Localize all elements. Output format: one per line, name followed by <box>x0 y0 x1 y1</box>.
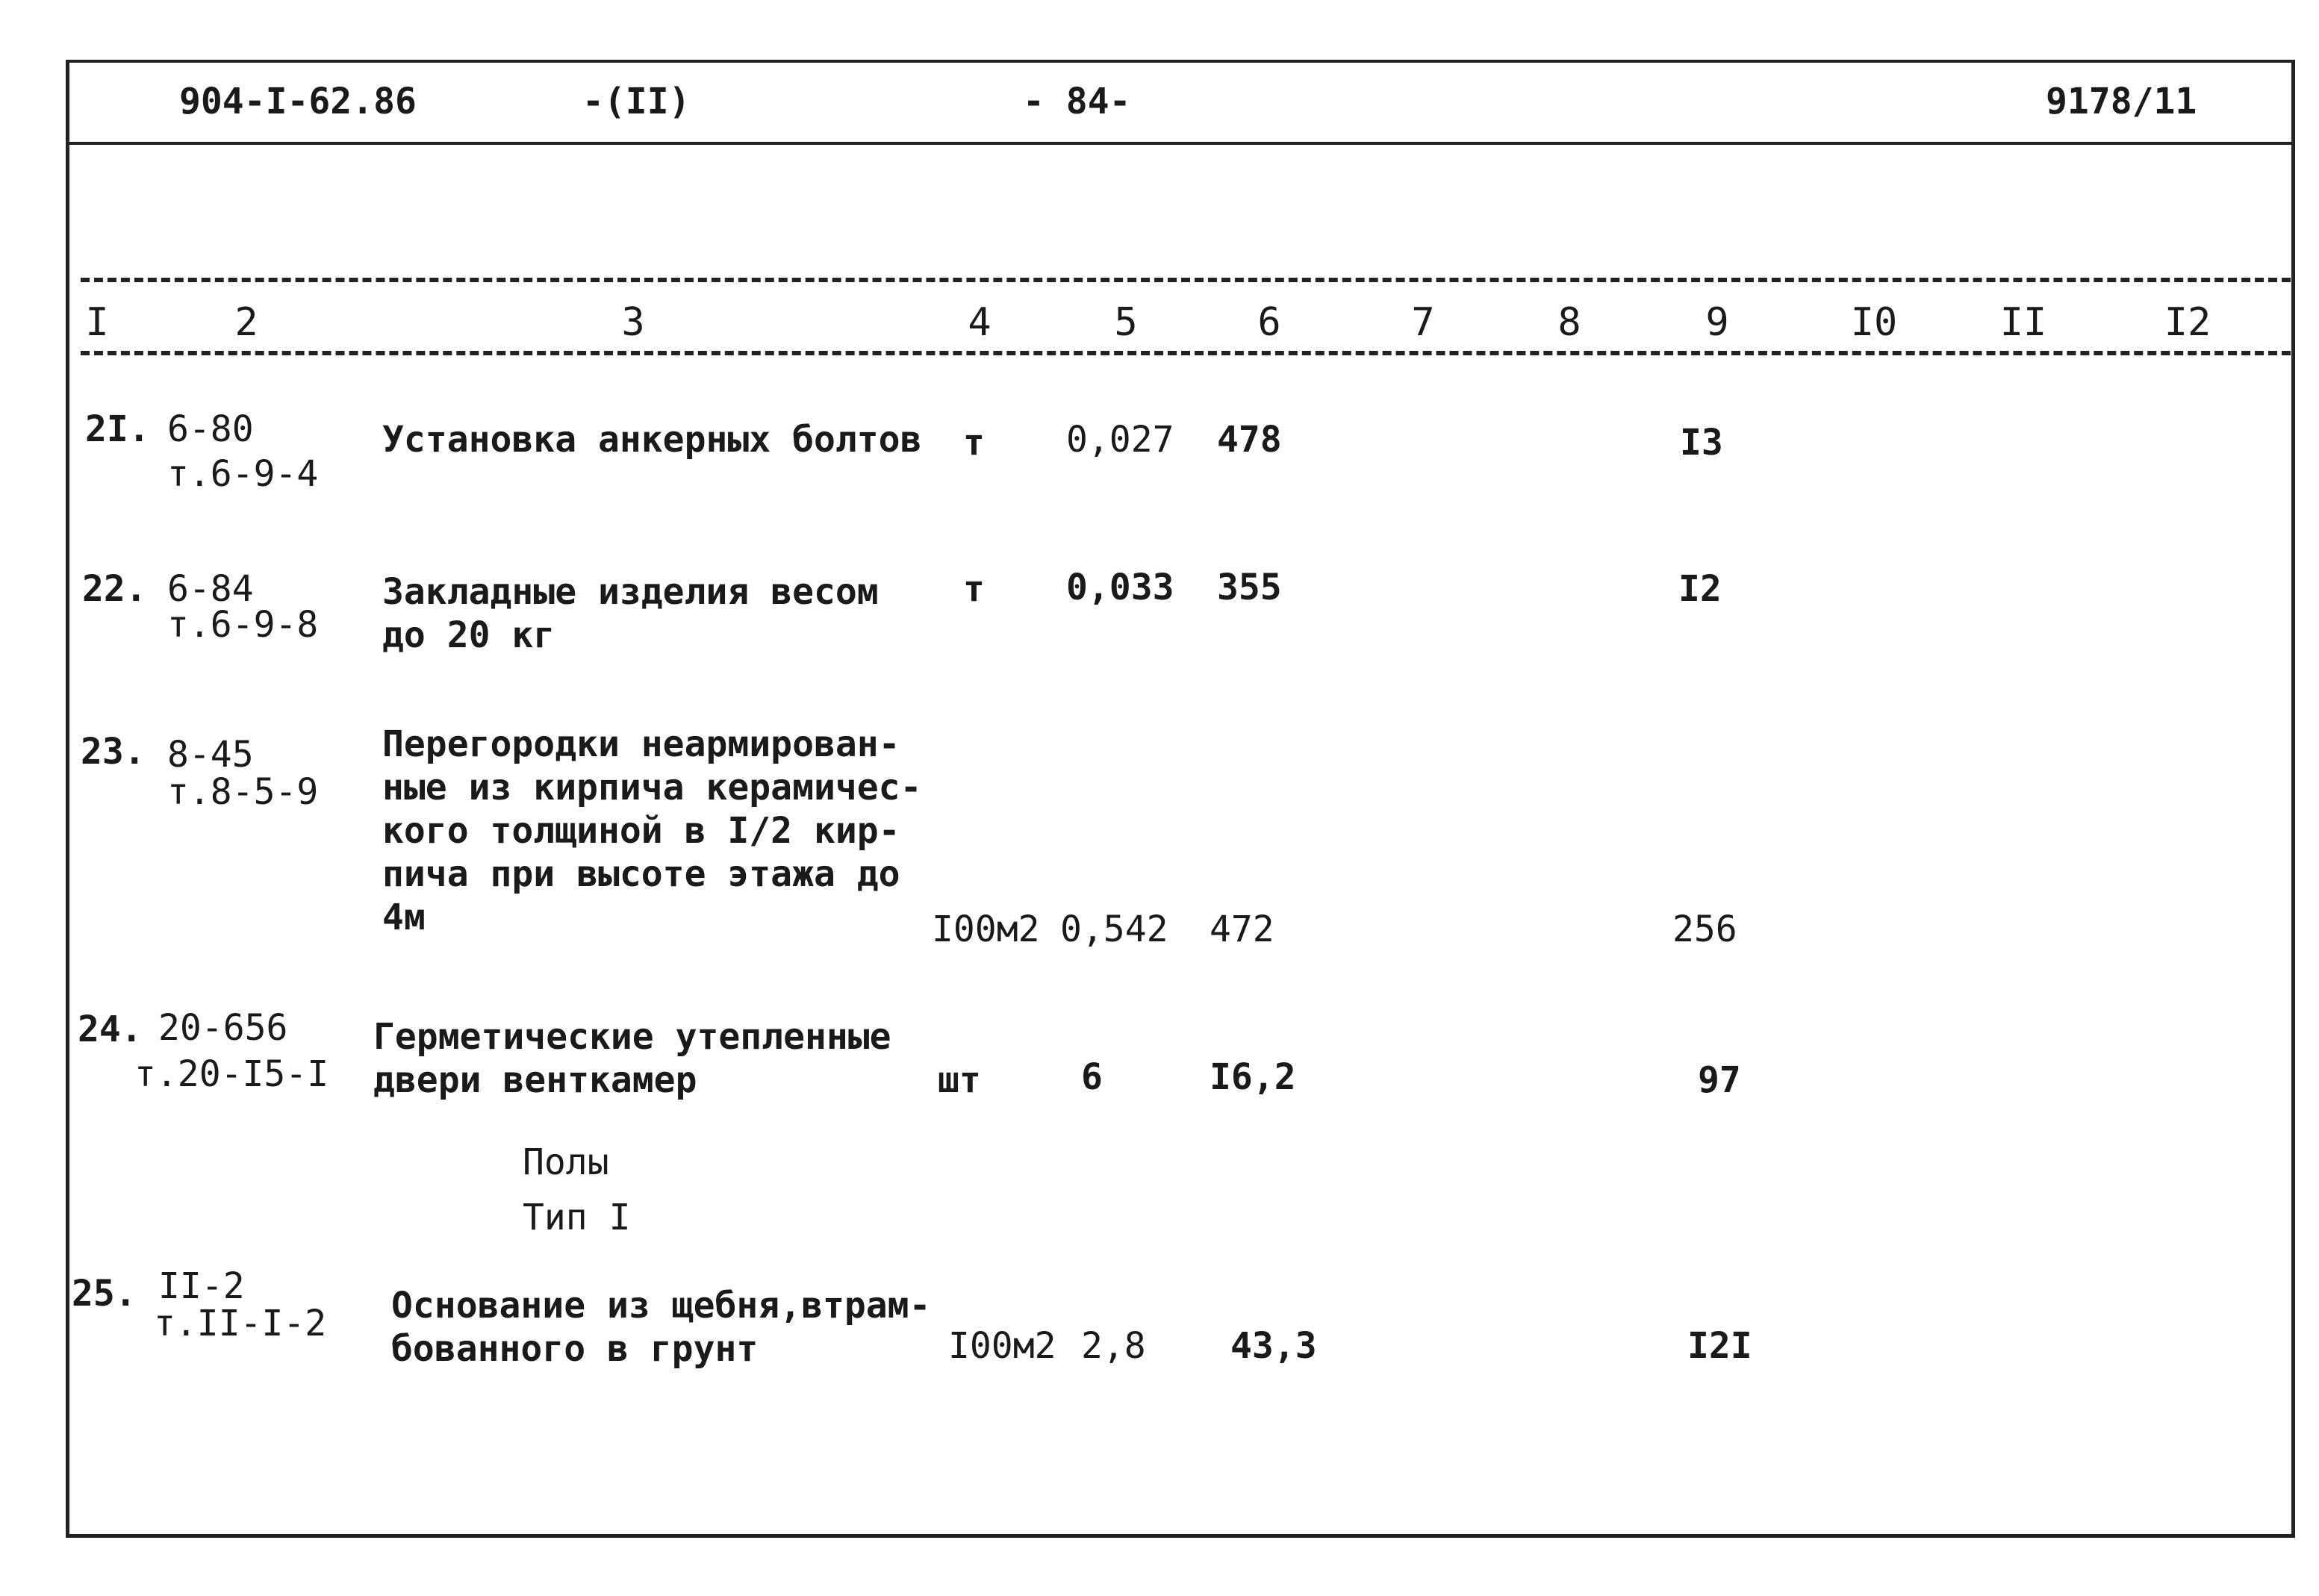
row-number: 25. <box>72 1273 137 1315</box>
column-number-11: II <box>1999 300 2047 345</box>
column-number-4: 4 <box>968 300 992 345</box>
column-number-6: 6 <box>1257 300 1281 345</box>
section-type: Тип I <box>523 1197 631 1238</box>
norm-code: 8-45 <box>167 734 254 776</box>
unit-price: 355 <box>1217 567 1282 608</box>
norm-table: т.6-9-8 <box>167 604 319 646</box>
description-line: Основание из щебня,втрам- <box>391 1285 931 1327</box>
norm-code: 20-656 <box>158 1007 288 1049</box>
description-line: двери венткамер <box>373 1059 697 1101</box>
row-number: 23. <box>81 731 146 773</box>
norm-table: т.6-9-4 <box>167 453 319 495</box>
unit: т <box>963 568 985 610</box>
work-description <box>382 570 879 657</box>
work-description <box>382 418 921 461</box>
work-description <box>382 723 921 939</box>
doc-code: 904-I-62.86 <box>179 81 417 122</box>
description-line: Герметические утепленные <box>373 1016 891 1058</box>
description-line: Установка анкерных болтов <box>382 419 922 461</box>
quantity: 0,027 <box>1066 419 1174 461</box>
total-value: I2 <box>1678 568 1722 610</box>
row-number: 2I. <box>85 408 150 450</box>
quantity: 0,542 <box>1060 908 1168 950</box>
total-value: I2I <box>1687 1325 1752 1367</box>
norm-code: 6-80 <box>167 408 254 450</box>
work-description <box>391 1284 930 1371</box>
column-number-10: I0 <box>1850 300 1898 345</box>
unit-price: 472 <box>1210 908 1274 950</box>
total-value: I3 <box>1680 422 1723 464</box>
column-number-3: 3 <box>621 300 645 345</box>
column-number-8: 8 <box>1557 300 1581 345</box>
quantity: 2,8 <box>1081 1325 1146 1367</box>
section-number: -(II) <box>582 81 691 122</box>
column-band-bottom-rule <box>81 351 2291 355</box>
quantity: 6 <box>1081 1056 1103 1098</box>
description-line: 4м <box>382 897 426 938</box>
column-number-9: 9 <box>1705 300 1729 345</box>
work-description <box>373 1015 891 1102</box>
column-number-1: I <box>85 300 109 345</box>
unit: I00м2 <box>932 908 1040 950</box>
unit: т <box>963 422 985 464</box>
description-line: бованного в грунт <box>391 1328 759 1370</box>
norm-code: 6-84 <box>167 568 254 610</box>
description-line: Перегородки неармирован- <box>382 723 900 765</box>
unit-price: I6,2 <box>1210 1056 1296 1098</box>
sheet-number: 9178/11 <box>2046 81 2197 122</box>
page-number: - 84- <box>1023 81 1131 122</box>
quantity: 0,033 <box>1066 567 1174 608</box>
description-line: ные из кирпича керамичес- <box>382 767 922 808</box>
column-number-7: 7 <box>1411 300 1435 345</box>
column-band-top-rule <box>81 278 2291 282</box>
description-line: Закладные изделия весом <box>382 571 879 613</box>
section-subheading: Полы <box>523 1141 609 1183</box>
norm-table: т.20-I5-I <box>134 1053 329 1095</box>
total-value: 256 <box>1672 908 1737 950</box>
unit: шт <box>938 1059 981 1101</box>
norm-code: II-2 <box>158 1265 245 1307</box>
column-number-5: 5 <box>1114 300 1138 345</box>
header-divider <box>66 142 2295 145</box>
description-line: до 20 кг <box>382 614 555 656</box>
description-line: кого толщиной в I/2 кир- <box>382 810 900 852</box>
unit-price: 478 <box>1217 419 1282 461</box>
unit-price: 43,3 <box>1230 1325 1317 1367</box>
total-value: 97 <box>1698 1059 1741 1101</box>
description-line: пича при высоте этажа до <box>382 853 900 895</box>
column-number-12: I2 <box>2164 300 2211 345</box>
row-number: 24. <box>78 1009 143 1050</box>
norm-table: т.8-5-9 <box>167 771 319 813</box>
row-number: 22. <box>82 568 147 610</box>
unit: I00м2 <box>948 1325 1056 1367</box>
column-number-2: 2 <box>234 300 258 345</box>
norm-table: т.II-I-2 <box>154 1303 327 1344</box>
